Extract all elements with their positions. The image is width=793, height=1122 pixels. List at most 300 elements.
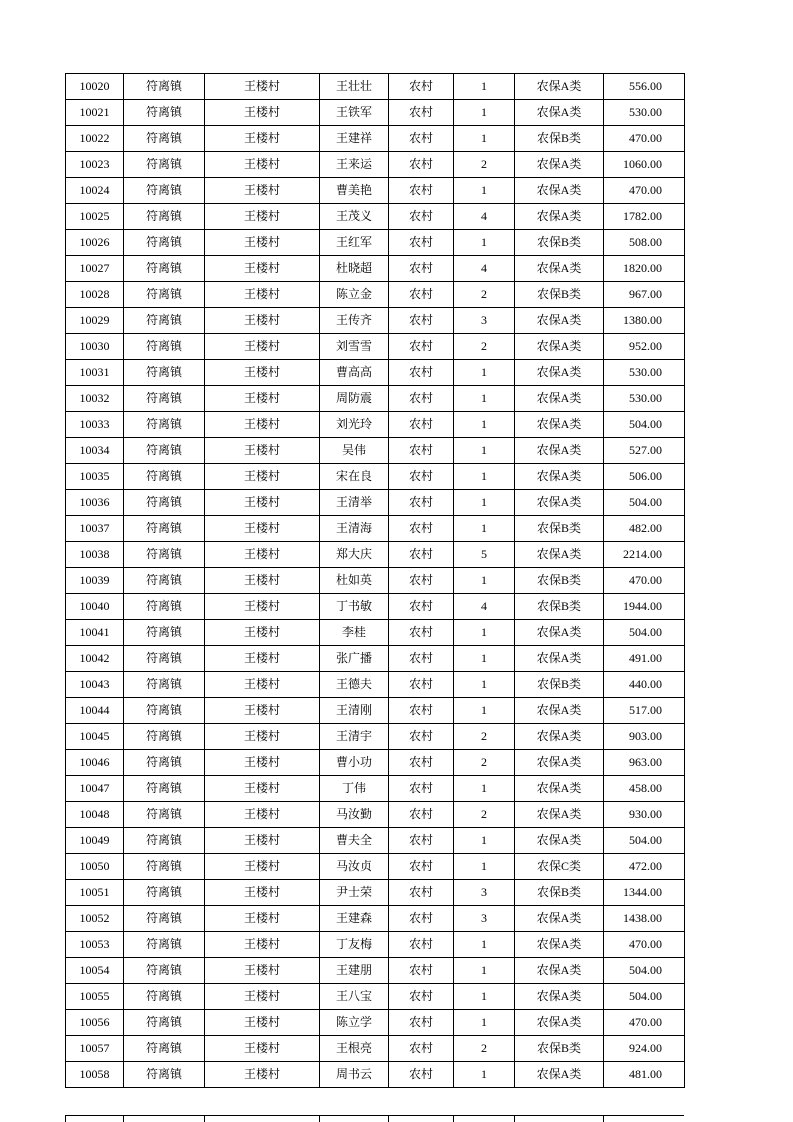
table-cell-amount: 470.00 <box>604 126 685 152</box>
table-cell-name: 马汝贞 <box>320 854 389 880</box>
table-cell-person-count: 1 <box>454 126 515 152</box>
table-cell-name: 王建祥 <box>320 126 389 152</box>
table-cell-residence-type: 农村 <box>389 490 454 516</box>
table-row <box>66 672 685 698</box>
table-cell-id: 10053 <box>66 932 124 958</box>
table-cell-name: 王壮壮 <box>320 74 389 100</box>
table-cell-id: 10021 <box>66 100 124 126</box>
table-cell-amount: 504.00 <box>604 620 685 646</box>
table-cell-insurance-type: 农保A类 <box>515 906 604 932</box>
table-cell-town: 符离镇 <box>124 984 205 1010</box>
table-cell-residence-type: 农村 <box>389 308 454 334</box>
table-cell-insurance-type: 农保A类 <box>515 334 604 360</box>
table-cell-residence-type: 农村 <box>389 828 454 854</box>
table-cell-residence-type: 农村 <box>389 568 454 594</box>
table-cell-name: 丁友梅 <box>320 932 389 958</box>
table-cell-amount: 1782.00 <box>604 204 685 230</box>
table-cell-id: 10025 <box>66 204 124 230</box>
table-row <box>66 178 685 204</box>
table-row <box>66 360 685 386</box>
table-cell-insurance-type: 农保A类 <box>515 412 604 438</box>
table-cell-town: 符离镇 <box>124 152 205 178</box>
partial-cell-person-count <box>454 1116 515 1122</box>
table-cell-name: 王铁军 <box>320 100 389 126</box>
table-cell-insurance-type: 农保B类 <box>515 568 604 594</box>
partial-cell-amount <box>604 1116 685 1122</box>
table-row <box>66 724 685 750</box>
table-cell-village: 王楼村 <box>205 1062 320 1088</box>
table-cell-village: 王楼村 <box>205 282 320 308</box>
next-page-partial-row <box>65 1115 684 1122</box>
table-cell-residence-type: 农村 <box>389 152 454 178</box>
table-cell-id: 10055 <box>66 984 124 1010</box>
table-cell-amount: 1820.00 <box>604 256 685 282</box>
table-cell-insurance-type: 农保A类 <box>515 308 604 334</box>
table-cell-town: 符离镇 <box>124 282 205 308</box>
table-cell-amount: 482.00 <box>604 516 685 542</box>
table-cell-village: 王楼村 <box>205 178 320 204</box>
table-cell-amount: 440.00 <box>604 672 685 698</box>
table-cell-insurance-type: 农保A类 <box>515 646 604 672</box>
table-cell-person-count: 1 <box>454 620 515 646</box>
table-row <box>66 386 685 412</box>
table-cell-amount: 2214.00 <box>604 542 685 568</box>
table-row <box>66 490 685 516</box>
table-cell-village: 王楼村 <box>205 490 320 516</box>
table-cell-residence-type: 农村 <box>389 516 454 542</box>
table-cell-amount: 1944.00 <box>604 594 685 620</box>
table-row <box>66 958 685 984</box>
table-cell-town: 符离镇 <box>124 386 205 412</box>
table-cell-amount: 470.00 <box>604 932 685 958</box>
table-cell-amount: 470.00 <box>604 178 685 204</box>
table-cell-residence-type: 农村 <box>389 880 454 906</box>
table-cell-village: 王楼村 <box>205 360 320 386</box>
table-cell-town: 符离镇 <box>124 308 205 334</box>
table-cell-id: 10047 <box>66 776 124 802</box>
table-cell-insurance-type: 农保A类 <box>515 932 604 958</box>
table-cell-person-count: 2 <box>454 334 515 360</box>
table-cell-amount: 924.00 <box>604 1036 685 1062</box>
table-cell-town: 符离镇 <box>124 334 205 360</box>
table-cell-town: 符离镇 <box>124 1010 205 1036</box>
table-cell-name: 王茂义 <box>320 204 389 230</box>
table-cell-village: 王楼村 <box>205 126 320 152</box>
table-cell-amount: 472.00 <box>604 854 685 880</box>
table-cell-village: 王楼村 <box>205 750 320 776</box>
table-cell-residence-type: 农村 <box>389 958 454 984</box>
table-cell-id: 10042 <box>66 646 124 672</box>
table-cell-town: 符离镇 <box>124 672 205 698</box>
table-cell-village: 王楼村 <box>205 906 320 932</box>
table-cell-amount: 1060.00 <box>604 152 685 178</box>
table-cell-id: 10028 <box>66 282 124 308</box>
table-row <box>66 1036 685 1062</box>
table-cell-village: 王楼村 <box>205 464 320 490</box>
table-cell-name: 王八宝 <box>320 984 389 1010</box>
table-cell-id: 10020 <box>66 74 124 100</box>
table-cell-insurance-type: 农保C类 <box>515 854 604 880</box>
table-cell-residence-type: 农村 <box>389 204 454 230</box>
table-cell-name: 王建森 <box>320 906 389 932</box>
table-cell-town: 符离镇 <box>124 594 205 620</box>
table-cell-person-count: 3 <box>454 880 515 906</box>
table-cell-insurance-type: 农保B类 <box>515 516 604 542</box>
table-cell-insurance-type: 农保A类 <box>515 464 604 490</box>
table-cell-name: 吴伟 <box>320 438 389 464</box>
table-cell-person-count: 2 <box>454 750 515 776</box>
table-cell-village: 王楼村 <box>205 152 320 178</box>
table-row <box>66 1010 685 1036</box>
table-cell-insurance-type: 农保A类 <box>515 698 604 724</box>
table-cell-village: 王楼村 <box>205 1010 320 1036</box>
table-cell-town: 符离镇 <box>124 1062 205 1088</box>
table-cell-town: 符离镇 <box>124 880 205 906</box>
table-cell-residence-type: 农村 <box>389 178 454 204</box>
table-cell-amount: 527.00 <box>604 438 685 464</box>
table-cell-person-count: 1 <box>454 490 515 516</box>
table-cell-town: 符离镇 <box>124 828 205 854</box>
table-cell-village: 王楼村 <box>205 802 320 828</box>
table-cell-village: 王楼村 <box>205 594 320 620</box>
table-cell-residence-type: 农村 <box>389 386 454 412</box>
table-cell-residence-type: 农村 <box>389 620 454 646</box>
table-row <box>66 542 685 568</box>
table-cell-residence-type: 农村 <box>389 1036 454 1062</box>
table-cell-town: 符离镇 <box>124 204 205 230</box>
table-row <box>66 776 685 802</box>
table-cell-residence-type: 农村 <box>389 74 454 100</box>
table-cell-insurance-type: 农保B类 <box>515 594 604 620</box>
table-cell-residence-type: 农村 <box>389 594 454 620</box>
table-row <box>66 256 685 282</box>
table-cell-name: 周防震 <box>320 386 389 412</box>
table-cell-amount: 504.00 <box>604 828 685 854</box>
table-cell-residence-type: 农村 <box>389 672 454 698</box>
table-cell-person-count: 2 <box>454 724 515 750</box>
table-row <box>66 620 685 646</box>
table-cell-id: 10032 <box>66 386 124 412</box>
table-cell-person-count: 1 <box>454 646 515 672</box>
table-cell-amount: 530.00 <box>604 100 685 126</box>
table-cell-id: 10044 <box>66 698 124 724</box>
table-cell-name: 王清宇 <box>320 724 389 750</box>
table-row <box>66 932 685 958</box>
table-cell-id: 10037 <box>66 516 124 542</box>
table-cell-id: 10036 <box>66 490 124 516</box>
table-cell-insurance-type: 农保A类 <box>515 984 604 1010</box>
table-cell-residence-type: 农村 <box>389 750 454 776</box>
table-cell-name: 王根亮 <box>320 1036 389 1062</box>
table-cell-town: 符离镇 <box>124 230 205 256</box>
table-cell-id: 10027 <box>66 256 124 282</box>
table-cell-amount: 470.00 <box>604 1010 685 1036</box>
table-cell-insurance-type: 农保A类 <box>515 620 604 646</box>
table-row <box>66 438 685 464</box>
table-cell-town: 符离镇 <box>124 698 205 724</box>
table-cell-id: 10030 <box>66 334 124 360</box>
table-cell-amount: 1380.00 <box>604 308 685 334</box>
table-cell-id: 10049 <box>66 828 124 854</box>
table-cell-person-count: 2 <box>454 1036 515 1062</box>
table-cell-town: 符离镇 <box>124 516 205 542</box>
table-cell-amount: 1438.00 <box>604 906 685 932</box>
table-cell-name: 刘光玲 <box>320 412 389 438</box>
table-cell-insurance-type: 农保A类 <box>515 802 604 828</box>
table-cell-id: 10058 <box>66 1062 124 1088</box>
table-row <box>66 412 685 438</box>
table-row <box>66 126 685 152</box>
table-cell-town: 符离镇 <box>124 542 205 568</box>
table-cell-village: 王楼村 <box>205 412 320 438</box>
table-cell-id: 10024 <box>66 178 124 204</box>
table-cell-insurance-type: 农保A类 <box>515 74 604 100</box>
table-cell-village: 王楼村 <box>205 230 320 256</box>
table-cell-name: 马汝勤 <box>320 802 389 828</box>
table-row <box>66 230 685 256</box>
table-cell-person-count: 1 <box>454 412 515 438</box>
table-cell-town: 符离镇 <box>124 906 205 932</box>
table-cell-id: 10043 <box>66 672 124 698</box>
table-cell-insurance-type: 农保B类 <box>515 230 604 256</box>
table-cell-amount: 556.00 <box>604 74 685 100</box>
table-cell-insurance-type: 农保B类 <box>515 126 604 152</box>
table-cell-residence-type: 农村 <box>389 1010 454 1036</box>
table-cell-town: 符离镇 <box>124 1036 205 1062</box>
table-cell-insurance-type: 农保A类 <box>515 828 604 854</box>
table-cell-insurance-type: 农保A类 <box>515 360 604 386</box>
table-cell-id: 10039 <box>66 568 124 594</box>
table-cell-id: 10026 <box>66 230 124 256</box>
table-cell-name: 尹士荣 <box>320 880 389 906</box>
table-cell-amount: 491.00 <box>604 646 685 672</box>
table-cell-insurance-type: 农保A类 <box>515 958 604 984</box>
table-cell-village: 王楼村 <box>205 672 320 698</box>
table-body <box>66 74 685 1088</box>
table-cell-id: 10052 <box>66 906 124 932</box>
table-row <box>66 516 685 542</box>
table-row <box>66 880 685 906</box>
table-cell-amount: 504.00 <box>604 958 685 984</box>
table-cell-person-count: 1 <box>454 438 515 464</box>
table-cell-name: 曹夫全 <box>320 828 389 854</box>
table-cell-town: 符离镇 <box>124 464 205 490</box>
table-cell-insurance-type: 农保B类 <box>515 672 604 698</box>
table-cell-town: 符离镇 <box>124 438 205 464</box>
table-cell-village: 王楼村 <box>205 932 320 958</box>
table-cell-residence-type: 农村 <box>389 776 454 802</box>
table-cell-amount: 967.00 <box>604 282 685 308</box>
table-row <box>66 1062 685 1088</box>
table-cell-person-count: 1 <box>454 672 515 698</box>
table-cell-insurance-type: 农保A类 <box>515 256 604 282</box>
table-cell-person-count: 1 <box>454 984 515 1010</box>
table-cell-residence-type: 农村 <box>389 1062 454 1088</box>
table-cell-village: 王楼村 <box>205 646 320 672</box>
table-cell-insurance-type: 农保A类 <box>515 178 604 204</box>
table-cell-residence-type: 农村 <box>389 646 454 672</box>
table-cell-person-count: 5 <box>454 542 515 568</box>
partial-cell-town <box>124 1116 205 1122</box>
table-cell-amount: 508.00 <box>604 230 685 256</box>
table-cell-insurance-type: 农保A类 <box>515 1062 604 1088</box>
table-cell-id: 10046 <box>66 750 124 776</box>
table-cell-town: 符离镇 <box>124 802 205 828</box>
table-cell-amount: 504.00 <box>604 490 685 516</box>
table-cell-name: 王清海 <box>320 516 389 542</box>
table-cell-residence-type: 农村 <box>389 334 454 360</box>
partial-cell-residence-type <box>389 1116 454 1122</box>
table-cell-name: 曹美艳 <box>320 178 389 204</box>
table-cell-town: 符离镇 <box>124 412 205 438</box>
table-cell-residence-type: 农村 <box>389 126 454 152</box>
table-cell-person-count: 1 <box>454 100 515 126</box>
table-cell-residence-type: 农村 <box>389 542 454 568</box>
table-row <box>66 984 685 1010</box>
table-row <box>66 802 685 828</box>
table-cell-person-count: 1 <box>454 516 515 542</box>
table-cell-person-count: 1 <box>454 932 515 958</box>
table-cell-name: 王来运 <box>320 152 389 178</box>
table-row <box>66 100 685 126</box>
partial-cell-village <box>205 1116 320 1122</box>
table-cell-village: 王楼村 <box>205 776 320 802</box>
partial-cell-insurance-type <box>515 1116 604 1122</box>
table-cell-person-count: 1 <box>454 568 515 594</box>
table-cell-town: 符离镇 <box>124 854 205 880</box>
partial-cell-id <box>66 1116 124 1122</box>
table-cell-name: 陈立金 <box>320 282 389 308</box>
table-cell-person-count: 1 <box>454 698 515 724</box>
table-cell-person-count: 4 <box>454 256 515 282</box>
table-cell-town: 符离镇 <box>124 126 205 152</box>
table-cell-person-count: 1 <box>454 360 515 386</box>
table-cell-person-count: 1 <box>454 74 515 100</box>
partial-cell-name <box>320 1116 389 1122</box>
table-cell-person-count: 1 <box>454 1062 515 1088</box>
table-cell-person-count: 3 <box>454 308 515 334</box>
table-cell-residence-type: 农村 <box>389 906 454 932</box>
table-cell-id: 10035 <box>66 464 124 490</box>
table-cell-name: 王清举 <box>320 490 389 516</box>
table-cell-person-count: 4 <box>454 204 515 230</box>
table-cell-amount: 517.00 <box>604 698 685 724</box>
table-cell-amount: 458.00 <box>604 776 685 802</box>
table-cell-person-count: 1 <box>454 776 515 802</box>
table-cell-village: 王楼村 <box>205 74 320 100</box>
table-cell-name: 周书云 <box>320 1062 389 1088</box>
table-cell-id: 10040 <box>66 594 124 620</box>
table-cell-name: 张广播 <box>320 646 389 672</box>
table-row <box>66 334 685 360</box>
table-cell-name: 刘雪雪 <box>320 334 389 360</box>
table-cell-amount: 504.00 <box>604 984 685 1010</box>
table-cell-insurance-type: 农保A类 <box>515 776 604 802</box>
table-cell-id: 10038 <box>66 542 124 568</box>
table-cell-village: 王楼村 <box>205 880 320 906</box>
table-cell-id: 10056 <box>66 1010 124 1036</box>
table-cell-residence-type: 农村 <box>389 932 454 958</box>
table-cell-id: 10054 <box>66 958 124 984</box>
table-cell-amount: 903.00 <box>604 724 685 750</box>
table-cell-village: 王楼村 <box>205 958 320 984</box>
table-cell-insurance-type: 农保A类 <box>515 750 604 776</box>
table-cell-amount: 930.00 <box>604 802 685 828</box>
table-cell-residence-type: 农村 <box>389 360 454 386</box>
table-cell-amount: 481.00 <box>604 1062 685 1088</box>
table-cell-residence-type: 农村 <box>389 802 454 828</box>
table-cell-person-count: 1 <box>454 828 515 854</box>
table-row <box>66 828 685 854</box>
table-row-partial <box>66 1116 685 1122</box>
table-cell-insurance-type: 农保A类 <box>515 438 604 464</box>
table-cell-town: 符离镇 <box>124 646 205 672</box>
table-row <box>66 750 685 776</box>
table-cell-amount: 952.00 <box>604 334 685 360</box>
table-row <box>66 282 685 308</box>
table-cell-village: 王楼村 <box>205 568 320 594</box>
table-cell-town: 符离镇 <box>124 74 205 100</box>
table-cell-id: 10051 <box>66 880 124 906</box>
table-cell-village: 王楼村 <box>205 438 320 464</box>
table-cell-name: 王德夫 <box>320 672 389 698</box>
table-cell-village: 王楼村 <box>205 386 320 412</box>
table-cell-name: 宋在良 <box>320 464 389 490</box>
table-cell-insurance-type: 农保A类 <box>515 1010 604 1036</box>
table-cell-insurance-type: 农保A类 <box>515 490 604 516</box>
table-cell-residence-type: 农村 <box>389 854 454 880</box>
table-cell-name: 曹小功 <box>320 750 389 776</box>
table-cell-name: 杜晓超 <box>320 256 389 282</box>
table-cell-town: 符离镇 <box>124 256 205 282</box>
table-cell-amount: 530.00 <box>604 360 685 386</box>
table-cell-person-count: 2 <box>454 282 515 308</box>
table-cell-insurance-type: 农保A类 <box>515 542 604 568</box>
table-cell-insurance-type: 农保A类 <box>515 152 604 178</box>
table-cell-person-count: 1 <box>454 958 515 984</box>
beneficiary-table <box>65 73 685 1088</box>
table-cell-person-count: 1 <box>454 178 515 204</box>
table-cell-name: 杜如英 <box>320 568 389 594</box>
table-cell-person-count: 1 <box>454 386 515 412</box>
table-cell-person-count: 1 <box>454 1010 515 1036</box>
table-row <box>66 308 685 334</box>
table-cell-village: 王楼村 <box>205 620 320 646</box>
table-cell-village: 王楼村 <box>205 698 320 724</box>
table-cell-name: 王红军 <box>320 230 389 256</box>
table-cell-residence-type: 农村 <box>389 230 454 256</box>
table-cell-name: 王建朋 <box>320 958 389 984</box>
table-cell-name: 陈立学 <box>320 1010 389 1036</box>
table-cell-residence-type: 农村 <box>389 256 454 282</box>
table-cell-id: 10045 <box>66 724 124 750</box>
table-cell-village: 王楼村 <box>205 308 320 334</box>
table-cell-town: 符离镇 <box>124 750 205 776</box>
table-cell-id: 10050 <box>66 854 124 880</box>
table-cell-id: 10041 <box>66 620 124 646</box>
table-cell-residence-type: 农村 <box>389 282 454 308</box>
table-cell-village: 王楼村 <box>205 100 320 126</box>
table-row <box>66 906 685 932</box>
table-row <box>66 854 685 880</box>
table-row <box>66 594 685 620</box>
table-cell-insurance-type: 农保B类 <box>515 1036 604 1062</box>
table-row <box>66 464 685 490</box>
table-cell-amount: 504.00 <box>604 412 685 438</box>
table-cell-person-count: 1 <box>454 464 515 490</box>
table-cell-insurance-type: 农保A类 <box>515 724 604 750</box>
table-cell-town: 符离镇 <box>124 178 205 204</box>
